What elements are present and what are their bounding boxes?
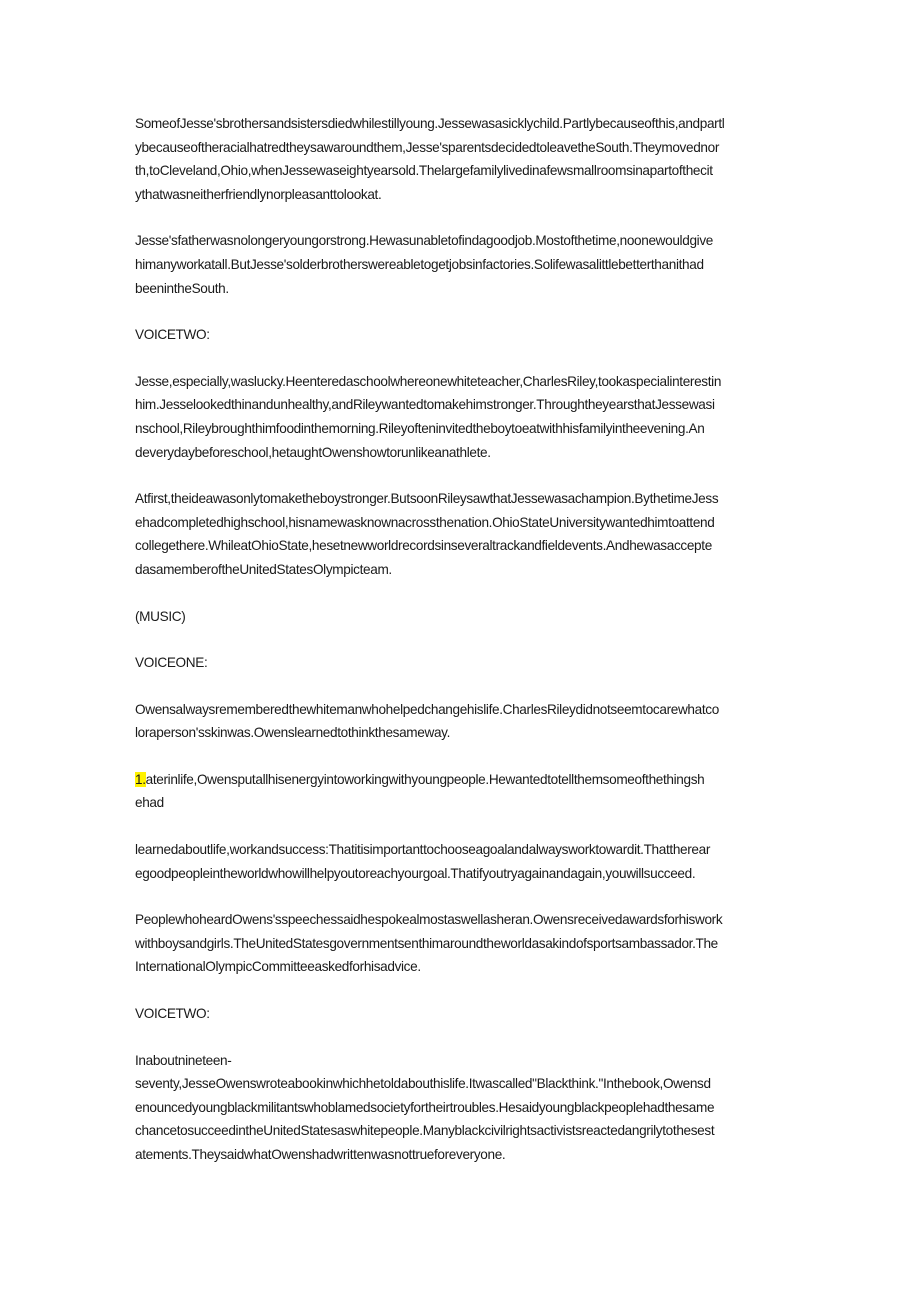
document-paragraph <box>135 487 785 581</box>
text-line: atements.TheysaidwhatOwenshadwrittenwasnottrueforeveryone. <box>135 1147 506 1162</box>
text-line: ybecauseoftheracialhatredtheysawaroundthem,Jesse'sparentsdecidedtoleavetheSouth.Theymovednor <box>135 139 720 155</box>
text-line: VOICEONE: <box>135 655 208 671</box>
document-paragraph <box>135 605 785 629</box>
document-paragraph <box>135 1049 785 1167</box>
document-paragraph <box>135 768 785 815</box>
text-line: learnedaboutlife,workandsuccess:Thatitisimportanttochooseagoalandalwaysworktowardit.Thattherear <box>135 842 711 858</box>
text-line: chancetosucceedintheUnitedStatesaswhitepeople.Manyblackcivilrightsactivistsreactedangrilytothesest <box>135 1123 715 1139</box>
text-line: collegethere.WhileatOhioState,hesetnewworldrecordsinseveraltrackandfieldevents.Andhewasaccepte <box>135 538 712 554</box>
text-line: withboysandgirls.TheUnitedStatesgovernmentsenthimaroundtheworldasakindofsportsambassador.The <box>135 935 718 951</box>
text-line: dasamemberoftheUnitedStatesOlympicteam. <box>135 561 392 577</box>
text-line: deverydaybeforeschool,hetaughtOwenshowtorunlikeanathlete. <box>135 444 491 460</box>
text-line-content: aterinlife,Owensputallhisenergyintoworkingwithyoungpeople.Hewantedtotellthemsomeofthethingsh <box>145 771 705 787</box>
text-line: ythatwasneitherfriendlynorpleasanttolookat. <box>135 186 382 202</box>
text-line: ehad <box>135 795 164 811</box>
document-paragraph <box>135 1002 785 1026</box>
document-body <box>135 112 785 1190</box>
text-line: VOICETWO: <box>135 1006 210 1022</box>
text-line: Jesse,especially,waslucky.Heenteredaschoolwhereonewhiteteacher,CharlesRiley,tookaspecialinterestin <box>135 373 722 389</box>
text-line: th,toCleveland,Ohio,whenJessewaseightyearsold.Thelargefamilylivedinafewsmallroomsinapartofthecit <box>135 163 713 179</box>
document-paragraph <box>135 370 785 464</box>
text-line: beenintheSouth. <box>135 280 229 296</box>
document-paragraph <box>135 838 785 885</box>
text-line: enouncedyoungblackmilitantswhoblamedsocietyfortheirtroubles.Hesaidyoungblackpeoplehadthesame <box>135 1099 715 1115</box>
text-line: seventy,JesseOwenswroteabookinwhichhetoldabouthislife.Itwascalled"Blackthink."Inthebook,Owensd <box>135 1076 711 1092</box>
text-line: Atfirst,theideawasonlytomaketheboystronger.ButsoonRileysawthatJessewasachampion.BythetimeJess <box>135 491 719 507</box>
document-paragraph <box>135 323 785 347</box>
text-line <box>135 768 785 792</box>
document-paragraph <box>135 908 785 979</box>
text-line: SomeofJesse'sbrothersandsistersdiedwhilestillyoung.Jessewasasicklychild.Partlybecauseofthis,andpartl <box>135 116 725 131</box>
text-line: PeoplewhoheardOwens'sspeechessaidhespokealmostaswellasheran.Owensreceivedawardsforhiswork <box>135 912 723 928</box>
document-paragraph <box>135 112 785 206</box>
text-line: VOICETWO: <box>135 327 210 343</box>
text-line: himanyworkatall.ButJesse'solderbrotherswereabletogetjobsinfactories.Solifewasalittlebetterthanithad <box>135 256 704 272</box>
text-line: nschool,Rileybroughthimfoodinthemorning.Rileyofteninvitedtheboytoeatwithhisfamilyintheevening.An <box>135 420 705 436</box>
text-line: (MUSIC) <box>135 608 186 624</box>
document-paragraph <box>135 651 785 675</box>
text-line: Owensalwaysrememberedthewhitemanwhohelpedchangehislife.CharlesRileydidnotseemtocarewhatco <box>135 701 719 717</box>
document-paragraph <box>135 698 785 745</box>
highlighted-marker: 1. <box>135 771 146 787</box>
text-line: InternationalOlympicCommitteeaskedforhisadvice. <box>135 959 421 975</box>
text-line: egoodpeopleintheworldwhowillhelpyoutoreachyourgoal.Thatifyoutryagainandagain,youwillsucceed. <box>135 865 696 881</box>
text-line: ehadcompletedhighschool,hisnamewasknownacrossthenation.OhioStateUniversitywantedhimtoattend <box>135 514 715 530</box>
text-line: Inaboutnineteen- <box>135 1052 232 1068</box>
text-line: loraperson'sskinwas.Owenslearnedtothinkthesameway. <box>135 725 451 741</box>
document-paragraph <box>135 229 785 300</box>
text-line: Jesse'sfatherwasnolongeryoungorstrong.Hewasunabletofindagoodjob.Mostofthetime,noonewouldgive <box>135 233 713 249</box>
text-line: him.Jesselookedthinandunhealthy,andRileywantedtomakehimstronger.ThroughtheyearsthatJessewasi <box>135 397 715 413</box>
